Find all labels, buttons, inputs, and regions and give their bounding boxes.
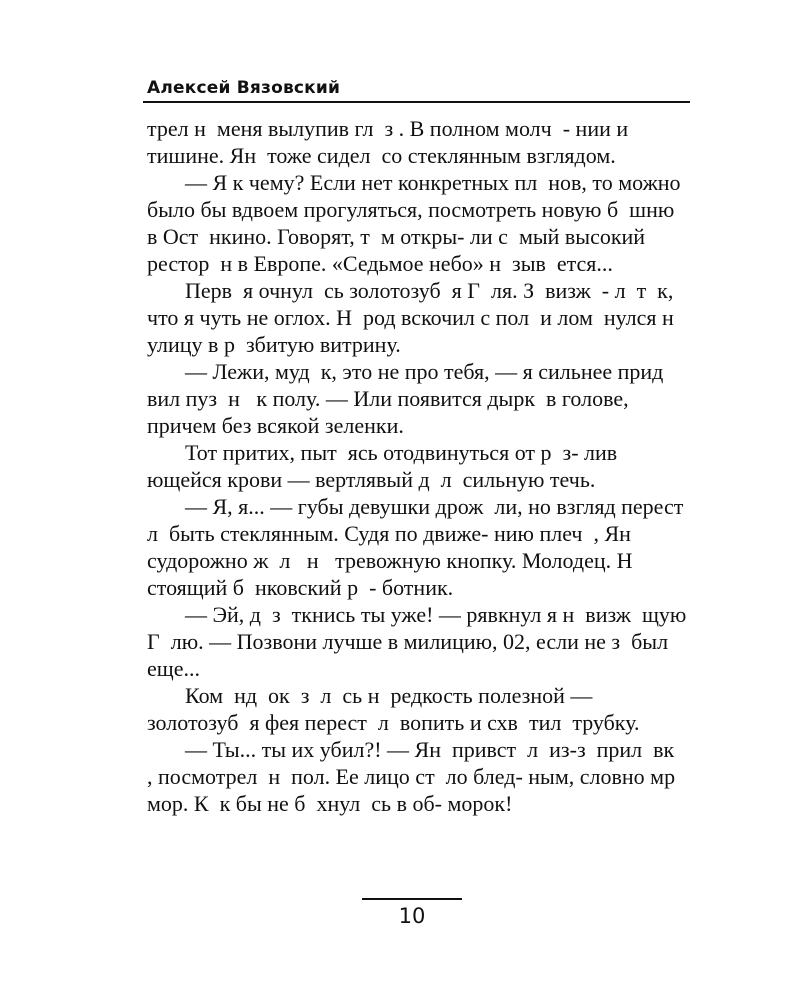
body-text — [147, 115, 695, 817]
footer-rule — [362, 898, 462, 900]
paragraph-9: — Ты... ты их убил?! — Ян привст л из-з прил вк , посмотрел н пол. Ее лицо ст ло блед- ным, словно мр мор. К к бы не б хнул сь в об- морок! — [147, 737, 687, 816]
paragraph-8: Ком нд ок з л сь н редкость полезной — золотозуб я фея перест л вопить и схв тил трубку. — [147, 683, 640, 735]
header-rule — [143, 101, 690, 103]
paragraph-2: — Я к чему? Если нет конкретных пл нов, то можно было бы вдвоем прогуляться, посмотреть новую б шню в Ост нкино. Говорят, т м откры- ли с мый высокий рестор н в Европе. «Седьмое небо» н зыв ется... — [147, 170, 687, 276]
paragraph-4: — Лежи, муд к, это не про тебя, — я сильнее прид вил пуз н к полу. — Или появится дырк в голове, причем без всякой зеленки. — [147, 359, 675, 438]
page-number: 10 — [398, 904, 426, 928]
paragraph-6: — Я, я... — губы девушки дрож ли, но взгляд перест л быть стеклянным. Судя по движе- нию плеч , Ян судорожно ж л н тревожную кнопку. Молодец. Н стоящий б нковский р - ботник. — [147, 494, 695, 600]
paragraph-5: Тот притих, пыт ясь отодвинуться от р з- лив ющейся крови — вертлявый д л сильную течь. — [147, 440, 629, 492]
paragraph-3: Перв я очнул сь золотозуб я Г ля. З визж - л т к, что я чуть не оглох. Н род вскочил с пол и лом нулся н улицу в р збитую витрину. — [147, 278, 691, 357]
running-head-author: Алексей Вязовский — [147, 78, 341, 98]
paragraph-1: трел н меня вылупив гл з . В полном молч - нии и тишине. Ян тоже сидел со стеклянным взглядом. — [147, 116, 634, 168]
paragraph-7: — Эй, д з ткнись ты уже! — рявкнул я н визж щую Г лю. — Позвони лучше в милицию, 02, если не з был еще... — [147, 602, 692, 681]
